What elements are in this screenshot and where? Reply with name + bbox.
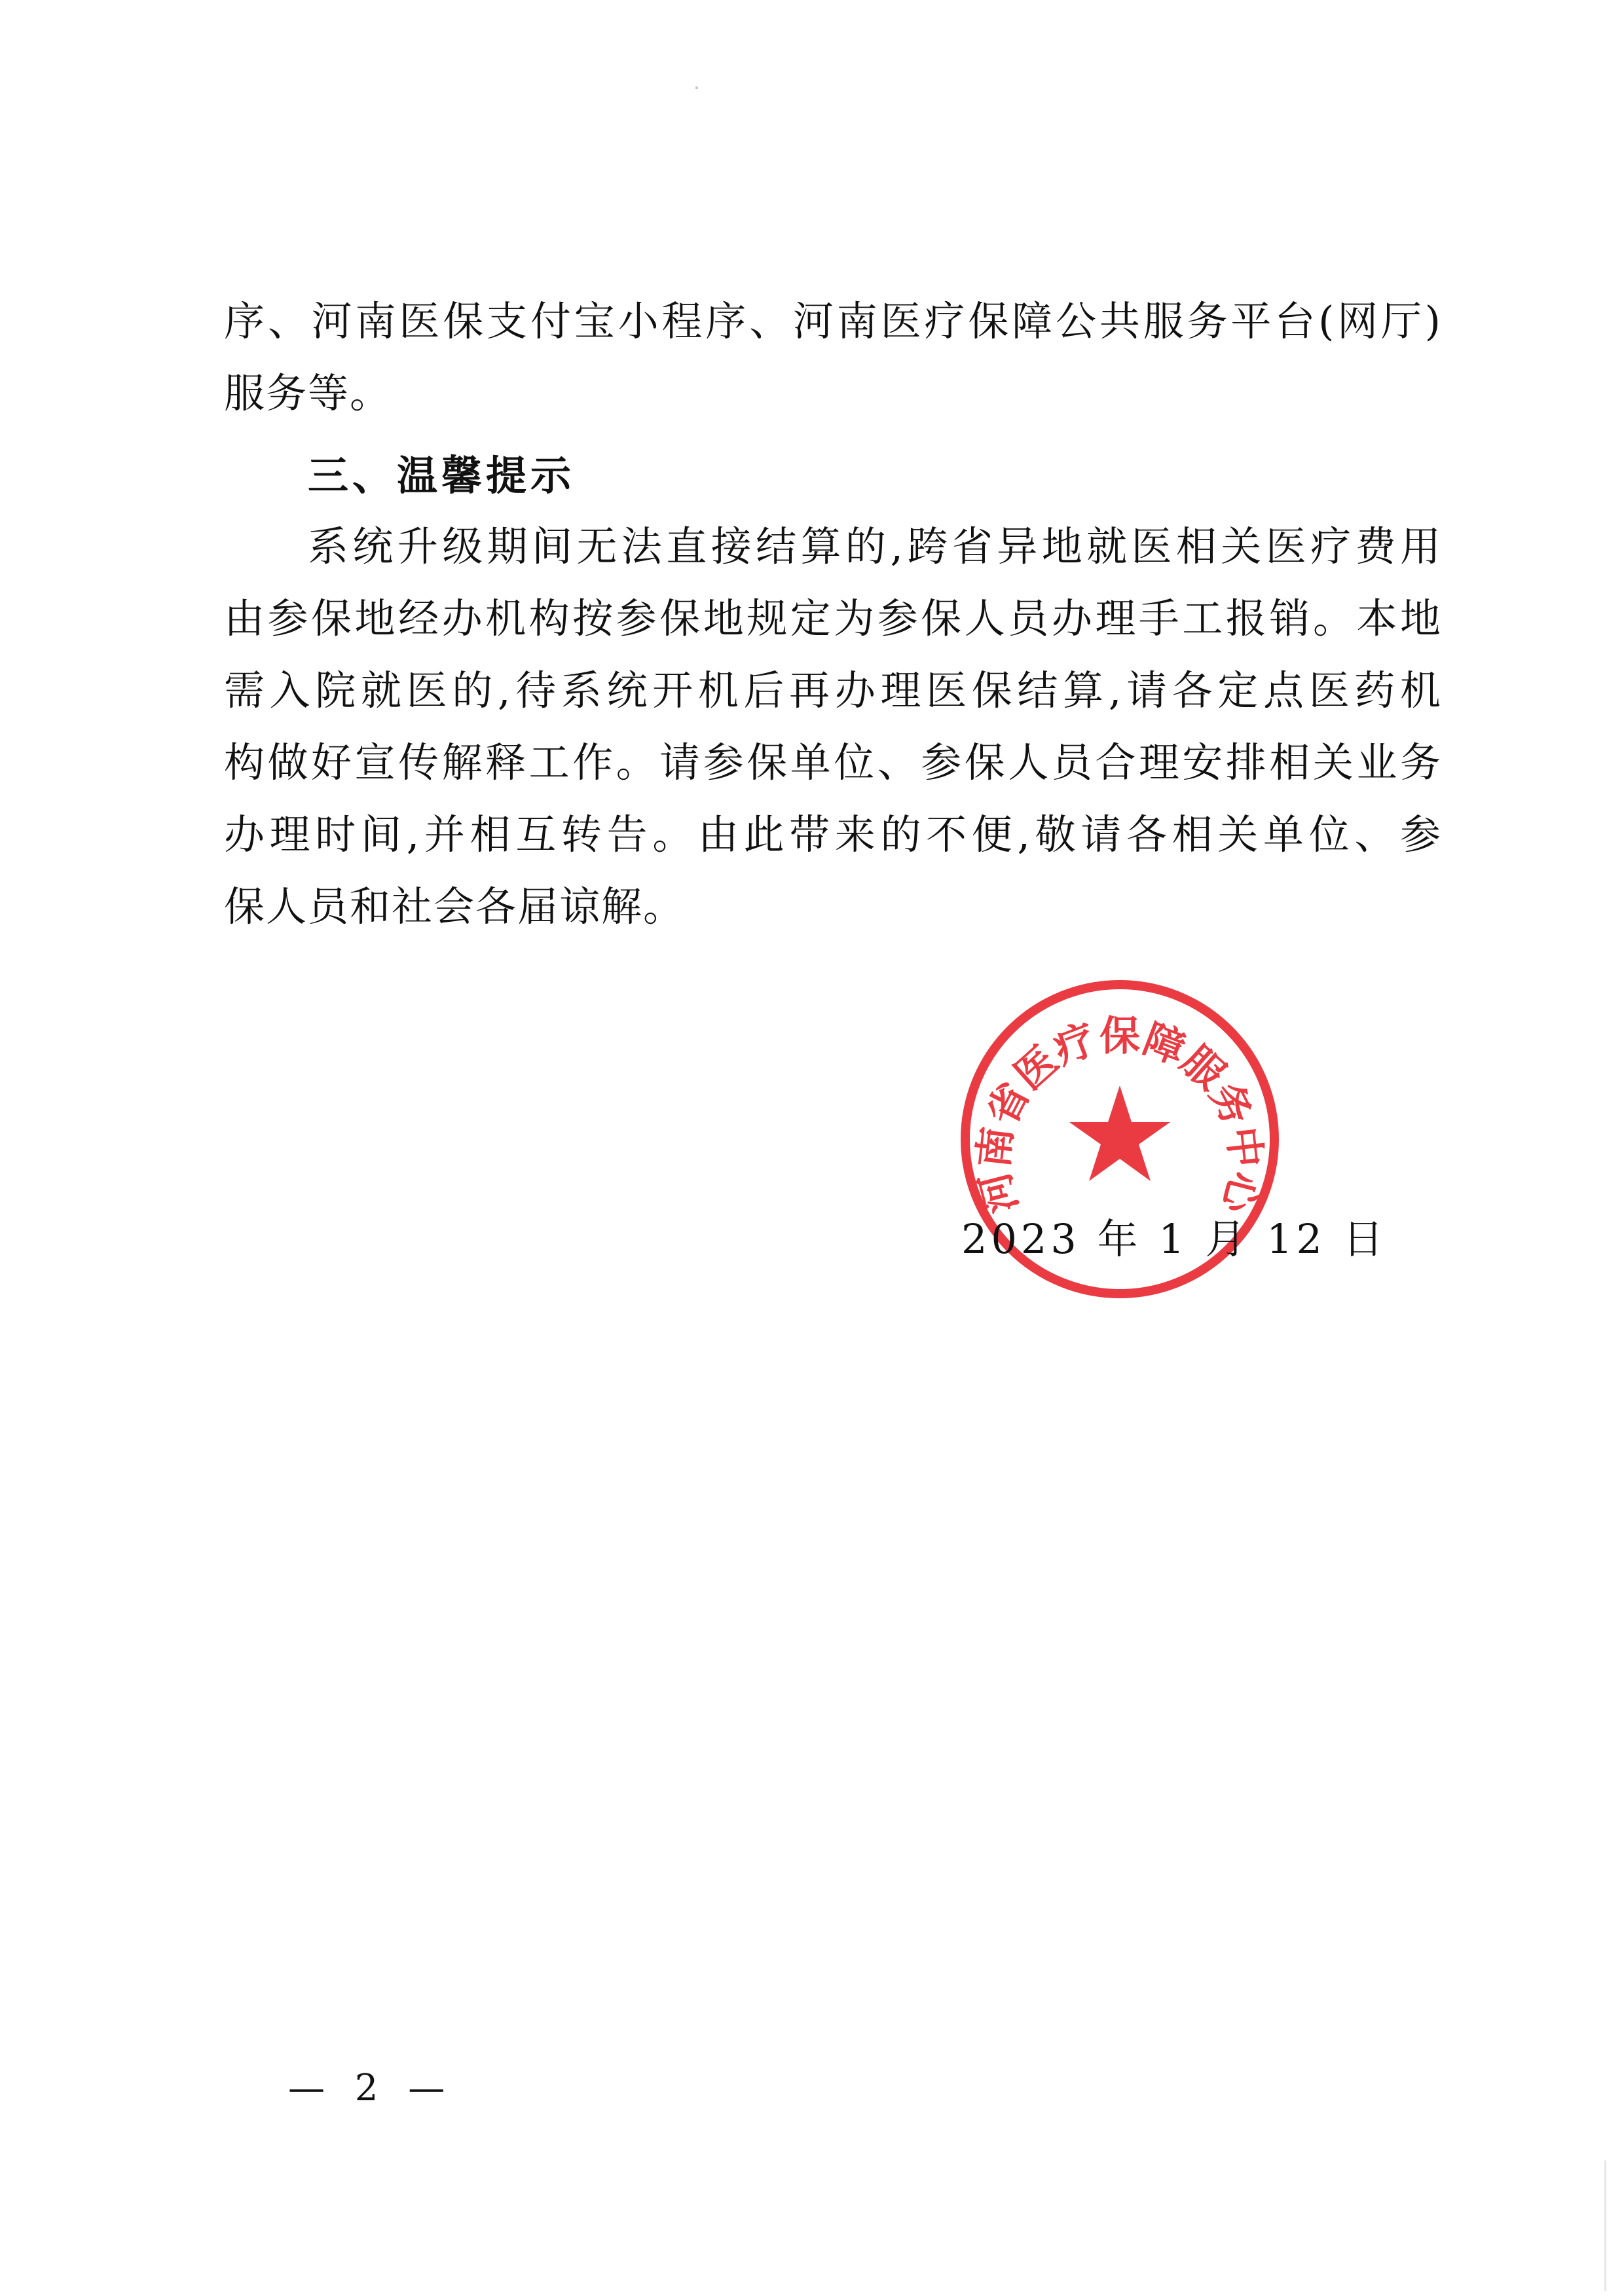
body-line-4: 由参保地经办机构按参保地规定为参保人员办理手工报销。本地 bbox=[224, 594, 1442, 642]
body-line-2: 服务等。 bbox=[224, 369, 392, 417]
seal-star-icon bbox=[1069, 1085, 1170, 1181]
body-line-1: 序、河南医保支付宝小程序、河南医疗保障公共服务平台(网厅) bbox=[224, 297, 1442, 345]
body-line-5: 需入院就医的,待系统开机后再办理医保结算,请各定点医药机 bbox=[224, 666, 1442, 714]
page-number: — 2 — bbox=[288, 2067, 454, 2109]
scan-dot bbox=[695, 86, 698, 89]
seal-text: 河南省医疗保障服务中心 bbox=[969, 1011, 1271, 1218]
scan-edge bbox=[1604, 2160, 1606, 2291]
signature-date: 2023 年 1 月 12 日 bbox=[961, 1215, 1388, 1263]
body-line-6: 构做好宣传解释工作。请参保单位、参保人员合理安排相关业务 bbox=[224, 738, 1442, 786]
section-heading: 三、温馨提示 bbox=[308, 452, 576, 500]
body-line-3: 系统升级期间无法直接结算的,跨省异地就医相关医疗费用 bbox=[308, 522, 1442, 570]
body-line-8: 保人员和社会各届谅解。 bbox=[224, 883, 686, 930]
body-line-7: 办理时间,并相互转告。由此带来的不便,敬请各相关单位、参 bbox=[224, 811, 1442, 858]
